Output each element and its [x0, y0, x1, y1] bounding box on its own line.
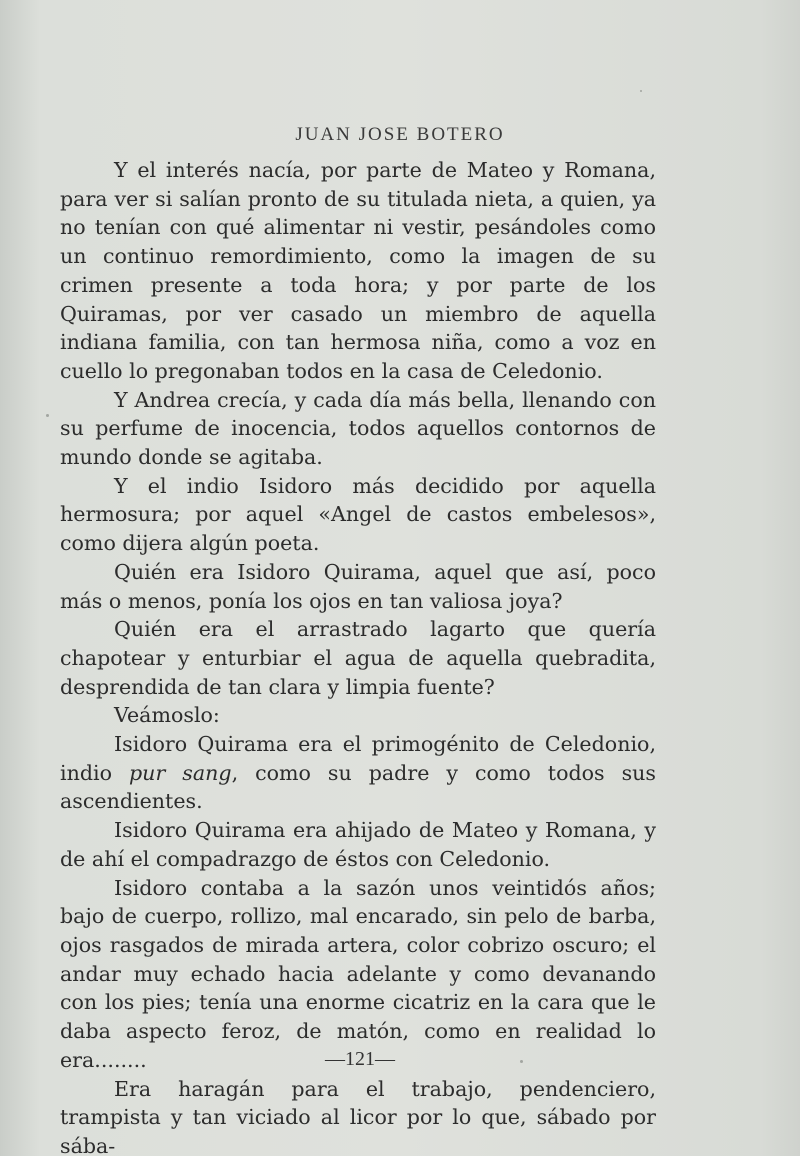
paragraph: Y el interés nacía, por parte de Mateo y Romana, para ver si salían pronto de su titulada nieta, a quien, ya no tenían con qué alimentar ni vestir, pesándoles como un continuo remordimiento, como la imagen de su crimen presente a toda hora; y por parte de los Quiramas, por ver casado un miembro de aquella indiana familia, con tan hermosa niña, como a voz en cuello lo pregonaban todos en la casa de Celedonio.: [60, 158, 656, 383]
running-head: JUAN JOSE BOTERO: [295, 124, 505, 145]
paragraph: Veámoslo:: [114, 703, 220, 728]
paragraph: Quién era Isidoro Quirama, aquel que así, poco más o menos, ponía los ojos en tan valiosa joya?: [60, 559, 656, 613]
paragraph: Isidoro contaba a la sazón unos veintidós años; bajo de cuerpo, rollizo, mal encarado, sin pelo de barba, ojos rasgados de mirada artera, color cobrizo oscuro; el andar muy echado hacia adelante y como devanando con los pies; tenía una enorme cicatriz en la cara que le daba aspecto feroz, de matón, como en realidad lo era........: [60, 875, 656, 1072]
paragraph: Quién era el arrastrado lagarto que quería chapotear y enturbiar el agua de aquella quebradita, desprendida de tan clara y limpia fuente?: [60, 617, 656, 699]
paragraph: Era haragán para el trabajo, pendenciero, trampista y tan viciado al licor por lo que, sábado por sába-: [60, 1076, 656, 1156]
body-text: [60, 156, 656, 1156]
paper-speck: [46, 414, 49, 417]
paragraph: Isidoro Quirama era ahijado de Mateo y Romana, y de ahí el compadrazgo de éstos con Celedonio.: [60, 818, 656, 871]
paragraph: Y Andrea crecía, y cada día más bella, llenando con su perfume de inocencia, todos aquellos contornos de mundo donde se agitaba.: [60, 387, 656, 470]
paper-speck: [640, 90, 642, 92]
foreign-phrase: pur sang: [129, 760, 232, 785]
page-number: —121—: [325, 1048, 395, 1070]
paragraph: Isidoro Quirama era el primogénito de Celedonio, indio pur sang, como su padre y como todos sus ascendientes.: [60, 732, 656, 814]
paragraph: Y el indio Isidoro más decidido por aquella hermosura; por aquel «Angel de castos embelesos», como dijera algún poeta.: [60, 473, 656, 556]
